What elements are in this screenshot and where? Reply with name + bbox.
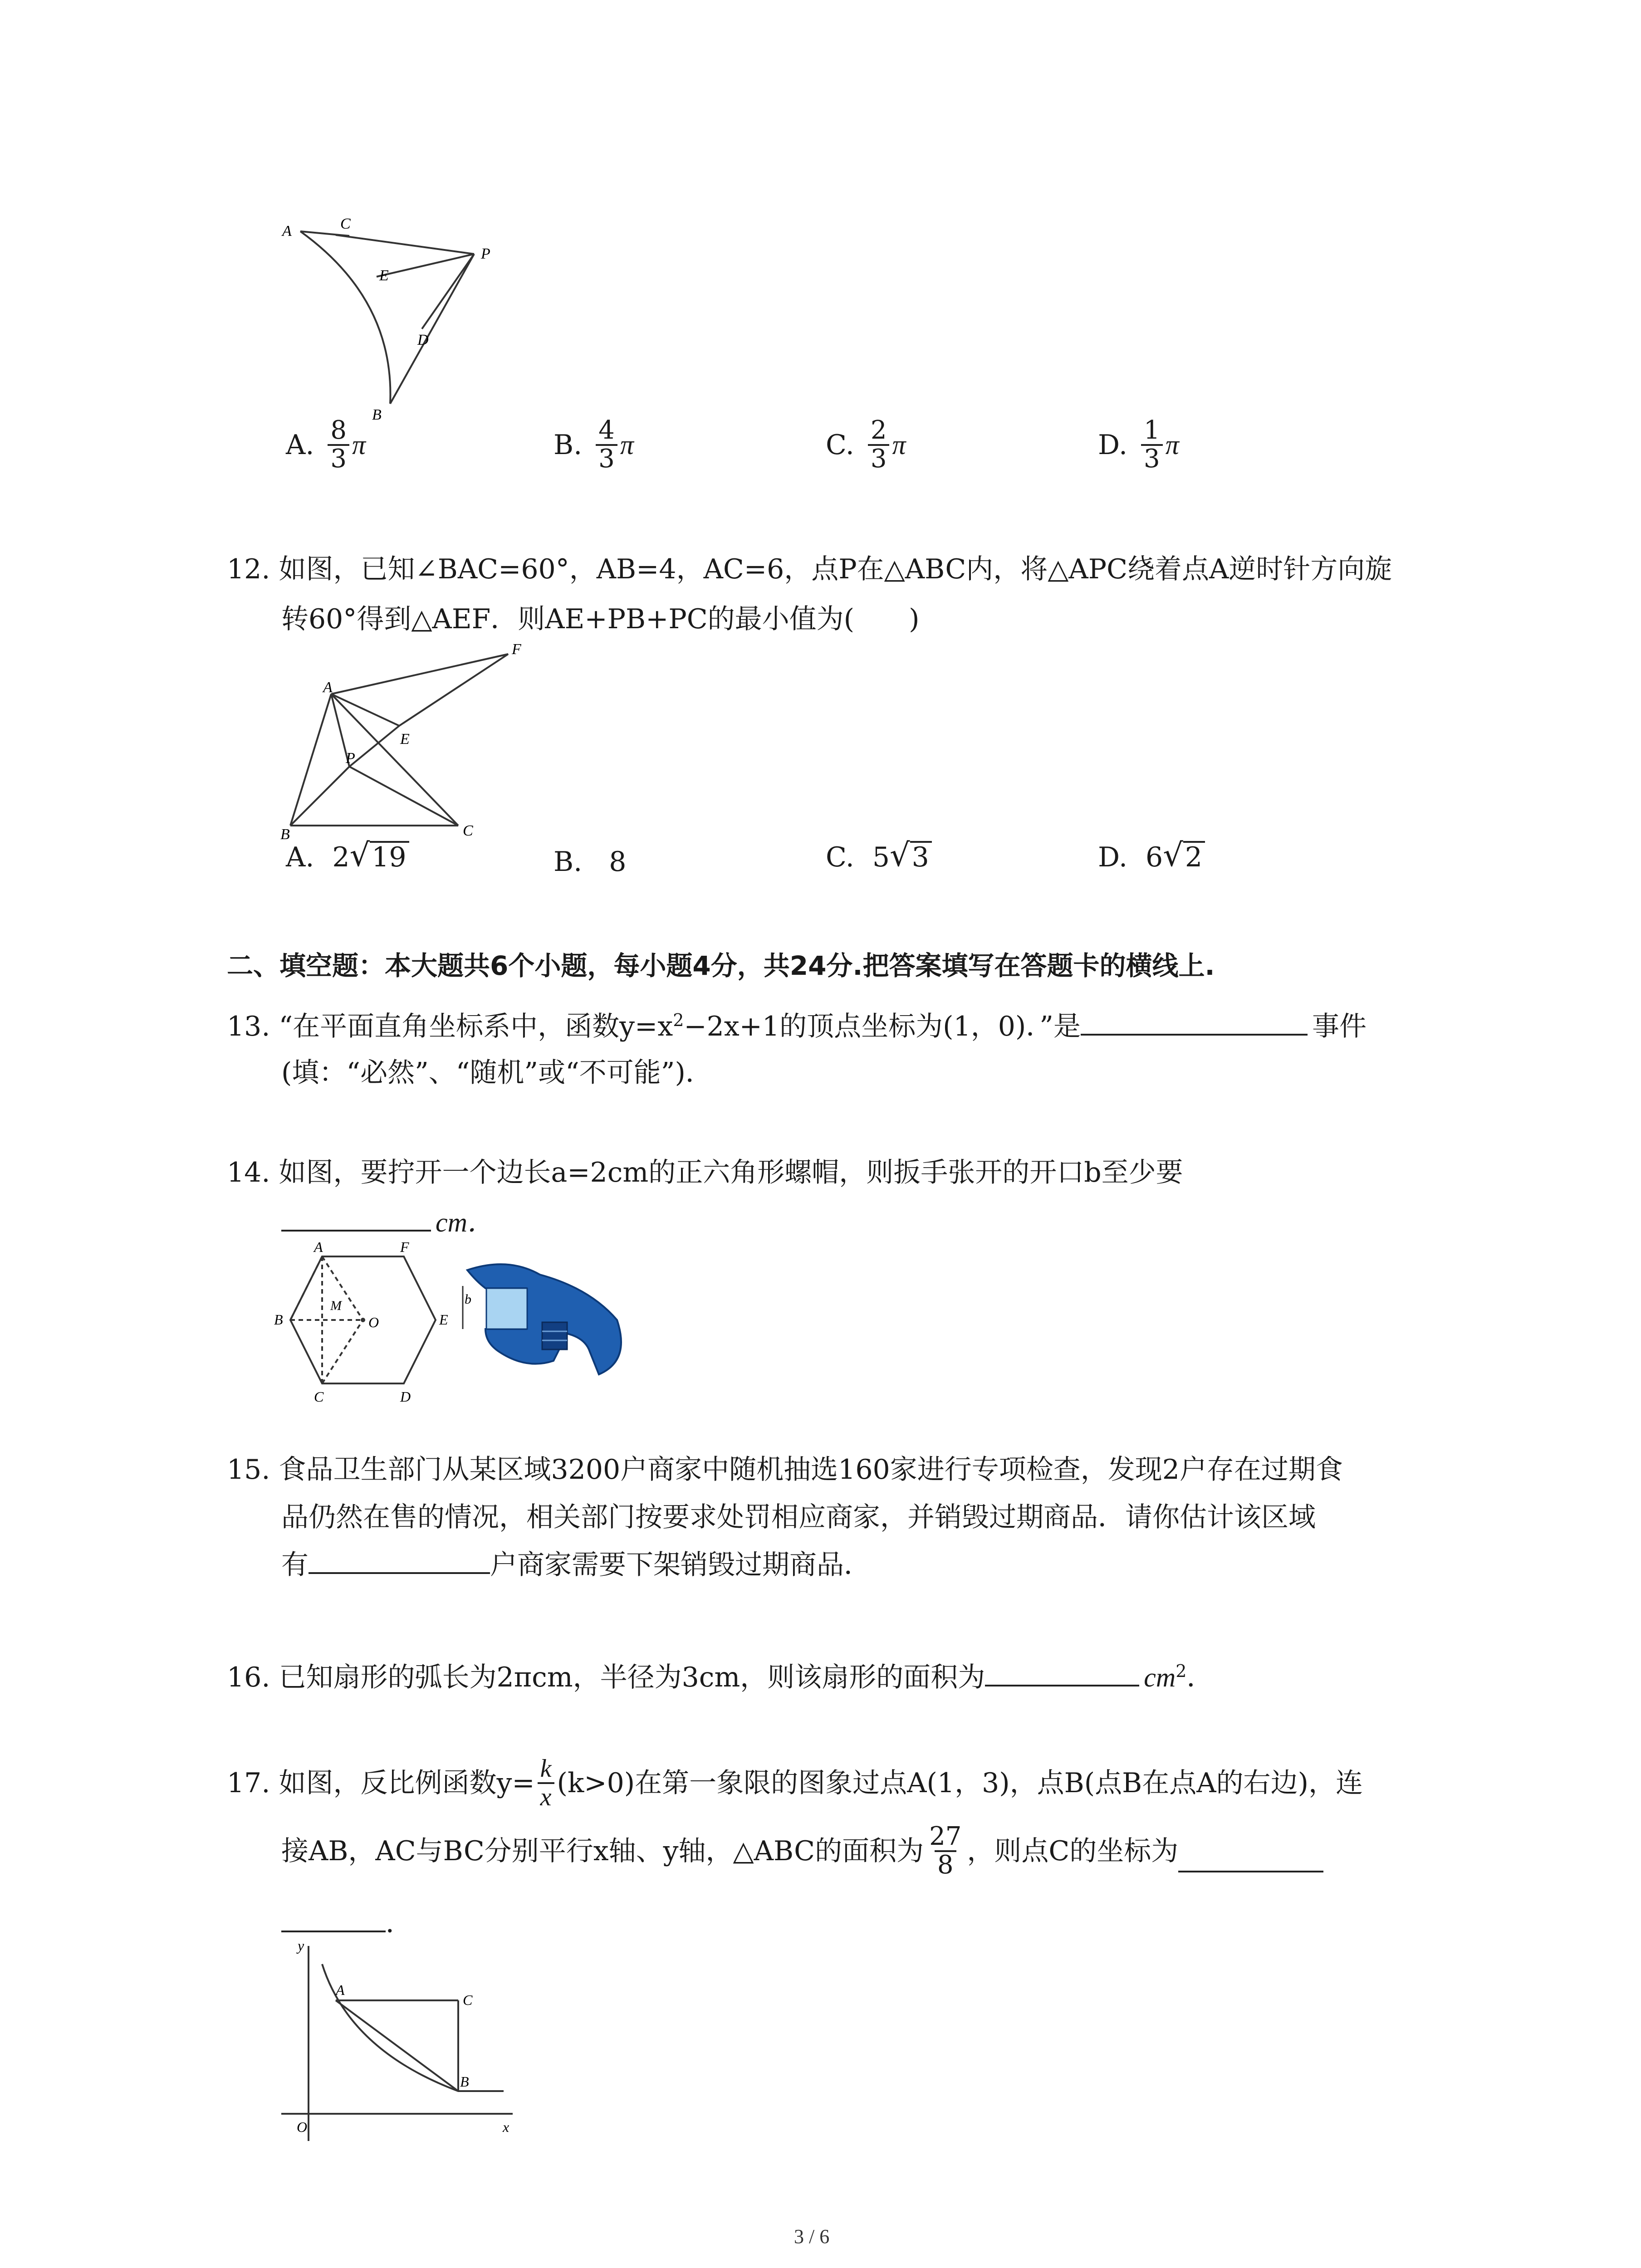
q12-label-c: C [463,822,473,839]
q12-label-a: A [323,679,333,696]
q17-answer-blank[interactable] [1178,1871,1323,1872]
q16-line: 16. 已知扇形的弧长为2πcm，半径为3cm，则该扇形的面积为 $cm^2$． [227,1661,1214,1693]
q17-label-b: B [460,2073,469,2090]
q11-label-p: P [481,245,490,262]
q12-line1: 12. 如图，已知∠BAC=60°，AB=4，AC=6，点P在△ABC内，将△APC绕着点A逆时针方向旋 [227,553,1392,585]
q15-line2: 品仍然在售的情况，相关部门按要求处罚相应商家，并销毁过期商品．请你估计该区域 [281,1501,1316,1533]
q17-label-x: x [503,2119,509,2135]
q11-figure [272,209,508,422]
q12-option-c: C. 5 √ 3 [826,839,932,871]
option-letter: B. [554,429,583,461]
q14-label-c: C [314,1388,324,1405]
q14-line2: cm． [281,1209,495,1236]
q12-label-p: P [346,750,355,767]
q12-label-e: E [400,731,410,748]
q13-answer-blank[interactable] [1081,1034,1308,1036]
q14-line1: 14. 如图，要拧开一个边长a=2cm的正六角形螺帽，则扳手张开的开口b至少要 [227,1157,1183,1188]
q15-line3: 有 户商家需要下架销毁过期商品． [281,1549,871,1581]
q16-answer-blank[interactable] [985,1685,1139,1686]
option-letter: C. [826,841,854,873]
section-heading: 二、填空题：本大题共6个小题，每小题4分，共24分.把答案填写在答题卡的横线上. [227,950,1215,981]
q14-label-e: E [439,1311,448,1328]
option-letter: A. [286,429,314,461]
q11-label-a: A [282,223,292,240]
q17-line1: 17. 如图，反比例函数y= $\frac{k}{x}$ (k>0)在第一象限的图象过点A(1，3)，点B(点B在点A的右边)，连 [227,1755,1363,1811]
q17-label-y: y [298,1937,304,1954]
q13-line1: 13. “在平面直角坐标系中，函数$y=x^2-2x+1$的顶点坐标为(1，0)．”是 事件 [227,1010,1367,1042]
q14-label-b: B [274,1311,283,1328]
q17-label-c: C [463,1992,473,2008]
q14-label-f: F [400,1239,409,1255]
q14-label-b-width: b [465,1292,471,1307]
q17-answer-blank-cont[interactable] [281,1931,386,1932]
option-letter: B. [554,846,583,878]
q11-label-b: B [372,406,382,422]
q11-option-b: B. $\frac{4}{3}$ π [554,415,634,474]
q17-figure [268,1937,522,2155]
q14-label-d: D [400,1388,411,1405]
q14-figure [272,1238,626,1406]
q14-label-a: A [314,1239,323,1255]
q12-option-b: B. 8 [554,846,627,878]
wrench-icon [463,1264,621,1374]
q12-line2: 转60°得到△AEF．则AE+PB+PC的最小值为( ) [281,603,920,635]
q12-label-f: F [512,641,521,658]
q17-label-a: A [336,1982,345,1998]
q17-label-o: O [297,2119,308,2135]
q14-label-m: M [330,1298,342,1313]
q14-answer-blank[interactable] [281,1230,431,1232]
option-letter: D. [1098,841,1128,873]
q17-line2: 接AB，AC与BC分别平行x轴、y轴，△ABC的面积为 $\frac{27}{8}$ ，则点C的坐标为 [281,1823,1323,1879]
option-letter: D. [1098,429,1128,461]
page-number: 3 / 6 [794,2225,830,2248]
q11-label-e: E [379,267,389,284]
q11-option-c: C. $\frac{2}{3}$ π [826,415,906,474]
q12-label-b: B [280,826,290,843]
q12-option-a: A. 2 √ 19 [286,839,409,871]
q15-line1: 15. 食品卫生部门从某区域3200户商家中随机抽选160家进行专项检查，发现2户存在过期食 [227,1454,1343,1486]
q12-option-d: D. 6 √ 2 [1098,839,1205,871]
q14-label-o: O [368,1314,379,1330]
q11-label-d: D [417,332,429,348]
option-letter: C. [826,429,854,461]
q11-option-a: A. $\frac{8}{3}$ π [286,415,366,474]
q17-line3: ． [281,1910,413,1937]
q11-option-d: D. $\frac{1}{3}$ π [1098,415,1179,474]
q13-line2: (填：“必然”、“随机”或“不可能”)． [281,1057,713,1089]
q12-figure [272,635,544,848]
q11-label-c: C [340,215,351,232]
option-letter: A. [286,841,314,873]
q15-answer-blank[interactable] [309,1572,490,1574]
